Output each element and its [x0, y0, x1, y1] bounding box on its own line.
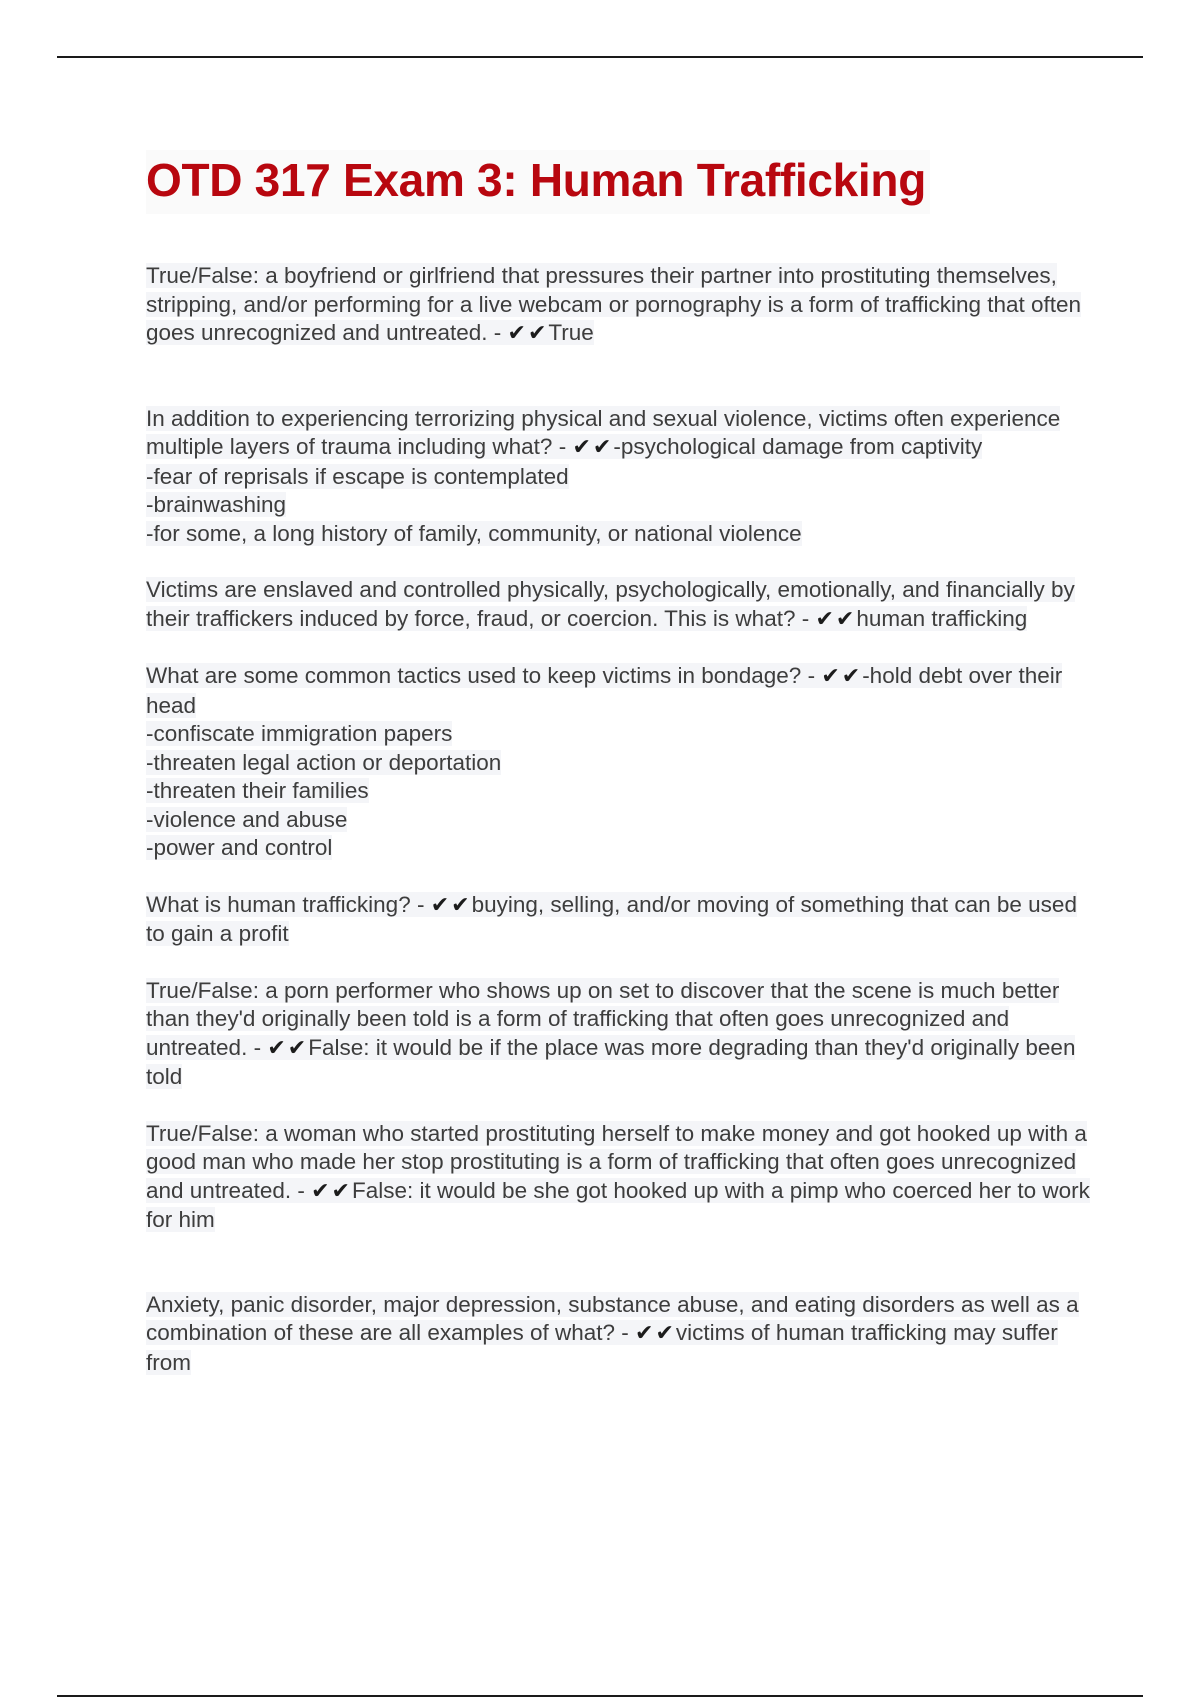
qa-item: [146, 977, 1096, 1092]
question-text: True/False: a woman who started prostituting herself to make money and got hooked up with a good man who made her stop prostituting is a form of trafficking that often goes unrecognized and untreated. -: [146, 1120, 1087, 1203]
answer-text: True: [548, 320, 594, 345]
question-text: Anxiety, panic disorder, major depression, substance abuse, and eating disorders as well as a combination of these are all examples of what? -: [146, 1291, 1079, 1345]
question-text: What is human trafficking? -: [146, 891, 431, 917]
double-check-icon: ✔✔: [815, 606, 857, 632]
answer-text: False: it would be if the place was more degrading than they'd originally been told: [146, 1034, 1076, 1089]
double-check-icon: ✔✔: [507, 321, 549, 346]
answer-line: -threaten their families: [146, 778, 369, 803]
answer-line: -brainwashing: [146, 492, 287, 517]
answer-text: False: it would be she got hooked up with a pimp who coerced her to work for him: [146, 1177, 1090, 1232]
qa-item: [146, 662, 1096, 863]
qa-item: [146, 1120, 1096, 1235]
bottom-rule: [57, 1695, 1143, 1697]
question-text: In addition to experiencing terrorizing physical and sexual violence, victims often experience multiple layers of trauma including what? -: [146, 405, 1061, 459]
document-title: OTD 317 Exam 3: Human Trafficking: [146, 150, 930, 214]
answer-text: human trafficking: [856, 605, 1028, 631]
qa-item: [146, 1291, 1096, 1378]
document-body: [146, 130, 1096, 1377]
answer-text: -hold debt over their head: [146, 663, 1063, 718]
double-check-icon: ✔✔: [821, 664, 863, 689]
answer-text: -psychological damage from captivity: [613, 434, 983, 459]
double-check-icon: ✔✔: [267, 1035, 309, 1061]
qa-item: [146, 405, 1096, 549]
question-text: Victims are enslaved and controlled physically, psychologically, emotionally, and financially by their traffickers induced by force, fraud, or coercion. This is what? -: [146, 577, 1075, 631]
double-check-icon: ✔✔: [430, 892, 472, 918]
double-check-icon: ✔✔: [311, 1178, 352, 1204]
answer-text: buying, selling, and/or moving of something that can be used to gain a profit: [146, 891, 1077, 946]
double-check-icon: ✔✔: [635, 1321, 676, 1346]
answer-line: -power and control: [146, 835, 333, 860]
qa-list: [146, 262, 1096, 1377]
qa-item: [146, 262, 1096, 349]
answer-line: -confiscate immigration papers: [146, 721, 453, 746]
double-check-icon: ✔✔: [572, 435, 614, 460]
question-text: What are some common tactics used to keep victims in bondage? -: [146, 663, 822, 688]
top-rule: [57, 56, 1143, 58]
qa-item: [146, 891, 1096, 949]
question-text: True/False: a porn performer who shows up on set to discover that the scene is much better than they'd originally been told is a form of trafficking that often goes unrecognized and untreated. -: [146, 977, 1060, 1060]
qa-item: [146, 576, 1096, 634]
answer-line: -for some, a long history of family, community, or national violence: [146, 520, 802, 546]
question-text: True/False: a boyfriend or girlfriend that pressures their partner into prostituting themselves, stripping, and/or performing for a live webcam or pornography is a form of trafficking that often goes unrecognized and untreated. -: [146, 263, 1082, 345]
answer-line: -violence and abuse: [146, 806, 348, 832]
answer-text: victims of human trafficking may suffer from: [146, 1320, 1058, 1375]
answer-line: -threaten legal action or deportation: [146, 749, 502, 775]
answer-line: -fear of reprisals if escape is contemplated: [146, 463, 569, 489]
